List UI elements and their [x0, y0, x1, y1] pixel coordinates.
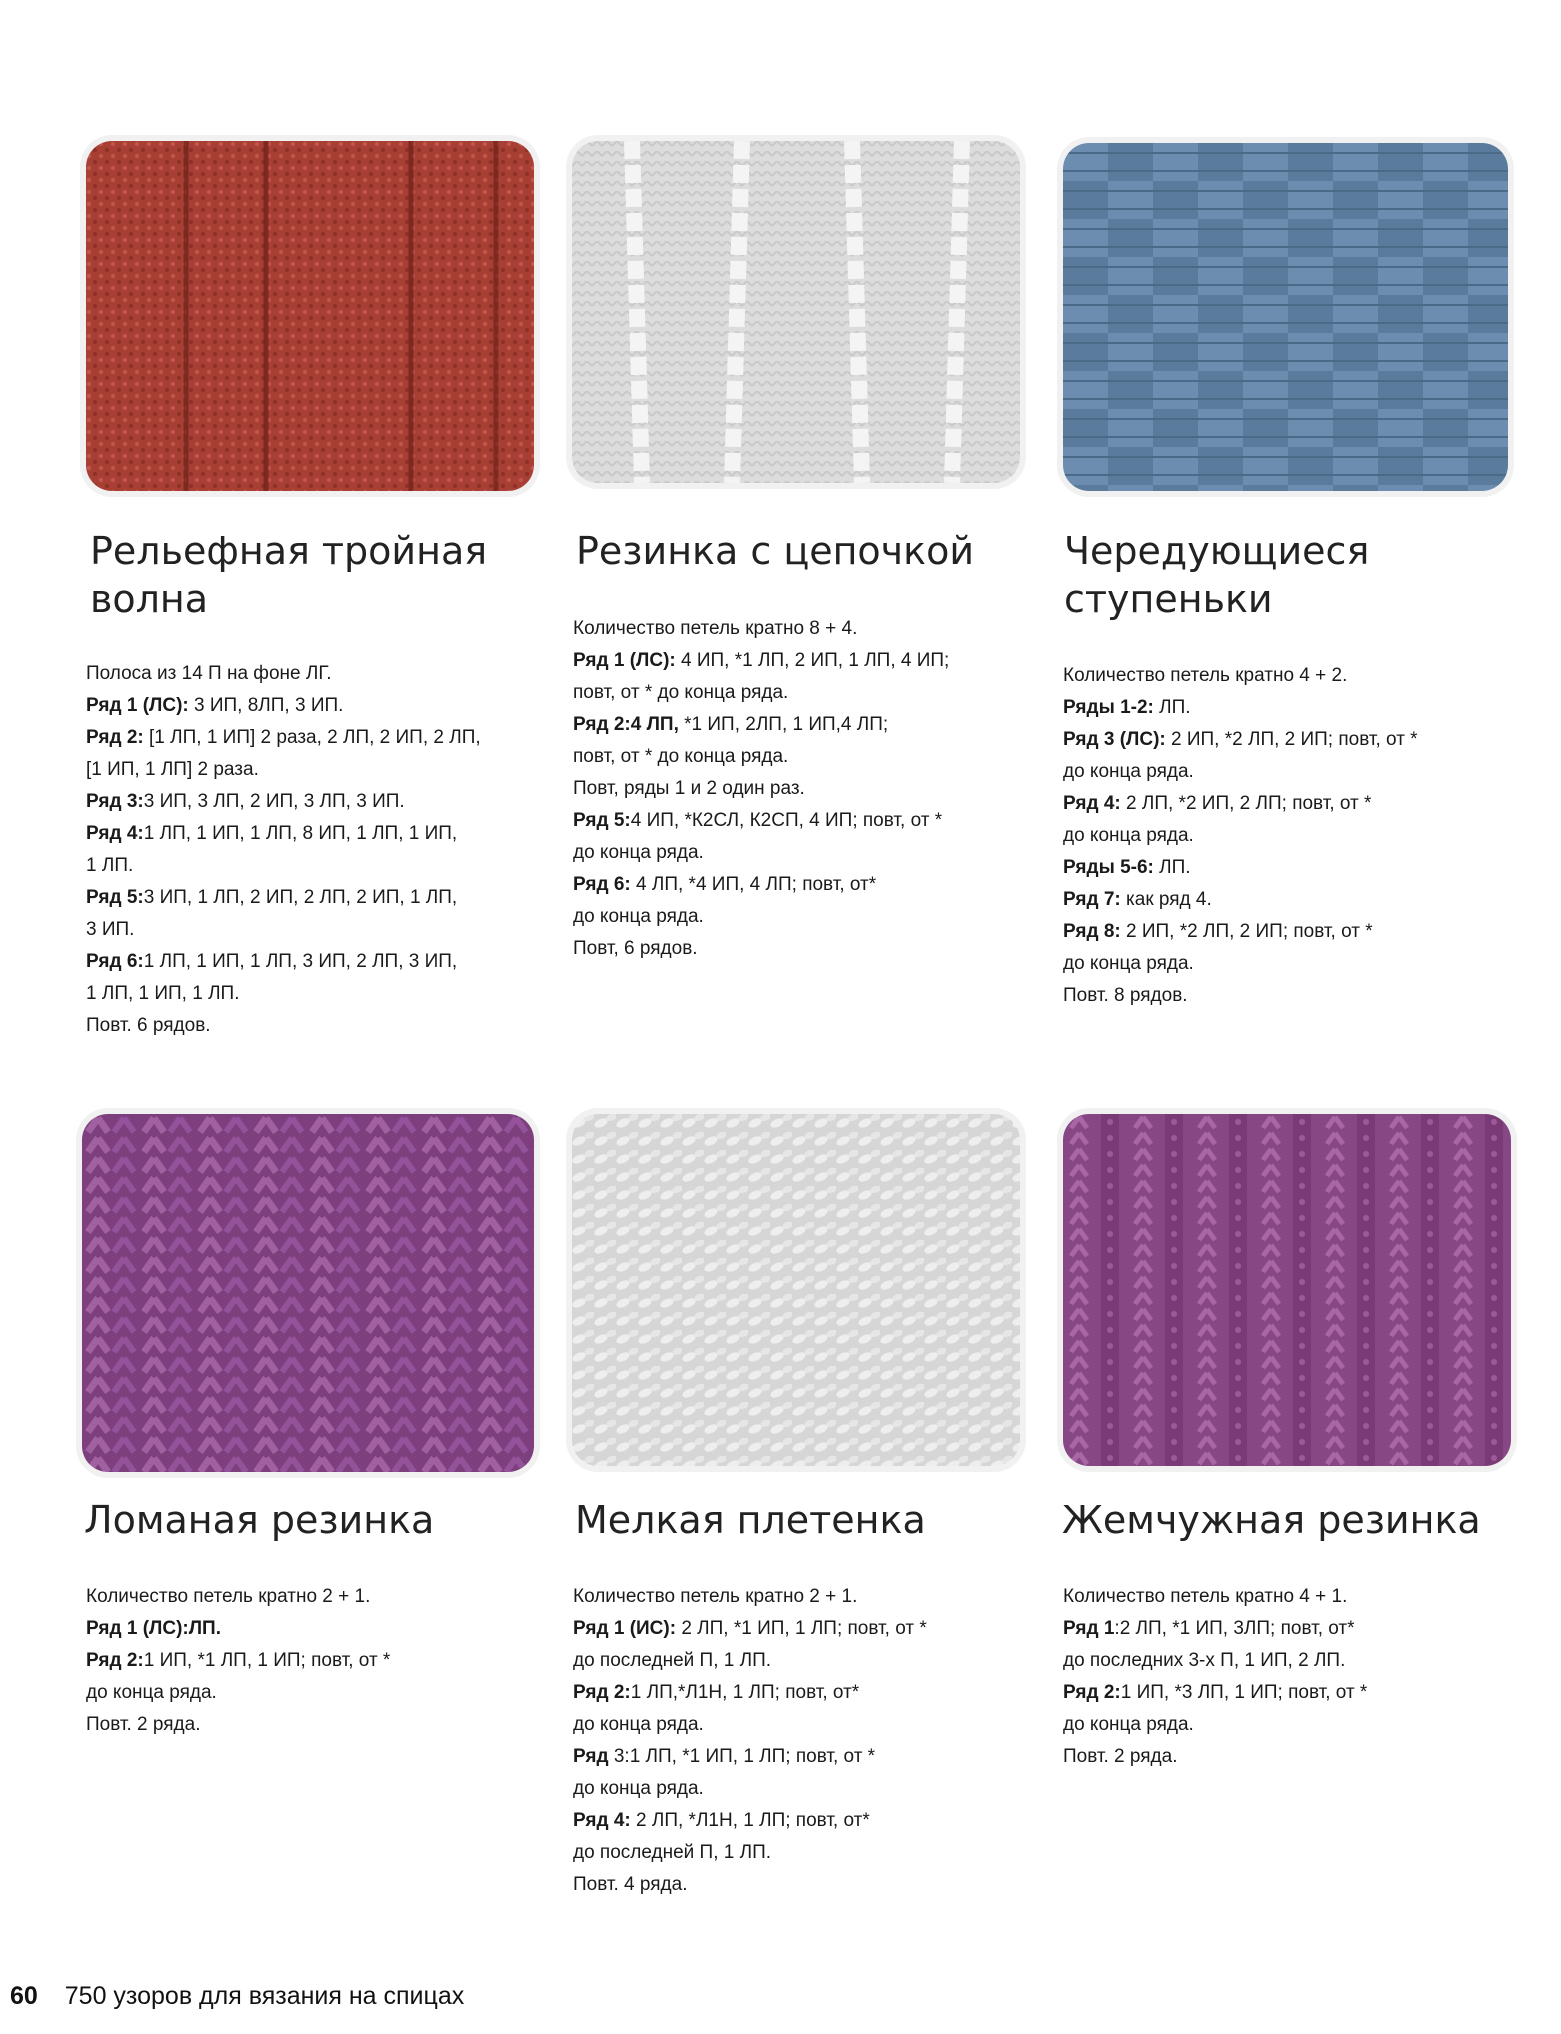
instruction-line: повт, от * до конца ряда. [573, 682, 789, 703]
instruction-line: Ряд 5:3 ИП, 1 ЛП, 2 ИП, 2 ЛП, 2 ИП, 1 ЛП, [86, 887, 458, 908]
swatch-photo [82, 1114, 534, 1472]
swatch-texture [86, 141, 534, 491]
instruction-line: 1 ЛП. [86, 855, 134, 876]
instruction-line: до последних 3-х П, 1 ИП, 2 ЛП. [1063, 1650, 1346, 1671]
instruction-line: Ряд 2:1 ЛП,*Л1Н, 1 ЛП; повт, от* [573, 1682, 860, 1703]
instruction-line: Ряд 3:3 ИП, 3 ЛП, 2 ИП, 3 ЛП, 3 ИП. [86, 791, 405, 812]
instruction-line: Повт. 4 ряда. [573, 1874, 688, 1895]
swatch-photo [1063, 143, 1508, 491]
instruction-line: Ряд 2: [1 ЛП, 1 ИП] 2 раза, 2 ЛП, 2 ИП, 2 ЛП, [86, 727, 481, 748]
instruction-line: до конца ряда. [1063, 953, 1194, 974]
instruction-line: Ряд 6:1 ЛП, 1 ИП, 1 ЛП, 3 ИП, 2 ЛП, 3 ИП, [86, 951, 458, 972]
instruction-line: Ряд 1 (ЛС): 3 ИП, 8ЛП, 3 ИП. [86, 695, 344, 716]
instruction-line: до конца ряда. [86, 1682, 217, 1703]
instruction-line: Ряд 1 (ЛС):ЛП. [86, 1618, 221, 1639]
instruction-line: Ряд 1 (ИС): 2 ЛП, *1 ИП, 1 ЛП; повт, от * [573, 1618, 927, 1639]
instruction-line: Повт. 2 ряда. [86, 1714, 201, 1735]
instruction-line: Количество петель кратно 8 + 4. [573, 618, 858, 639]
swatch-texture [1063, 143, 1508, 491]
instruction-line: Повт. 8 рядов. [1063, 985, 1188, 1006]
pattern-title [1062, 1496, 1481, 1544]
instruction-line: Повт. 2 ряда. [1063, 1746, 1178, 1767]
instruction-line: Ряд 3:1 ЛП, *1 ИП, 1 ЛП; повт, от * [573, 1746, 876, 1767]
instruction-line: Повт. 6 рядов. [86, 1015, 211, 1036]
swatch-texture [572, 1114, 1020, 1466]
pattern-instructions [86, 658, 546, 1042]
instruction-line: Ряд 3 (ЛС): 2 ИП, *2 ЛП, 2 ИП; повт, от * [1063, 729, 1418, 750]
instruction-line: до конца ряда. [1063, 825, 1194, 846]
instruction-line: Количество петель кратно 2 + 1. [86, 1586, 371, 1607]
pattern-title [1064, 527, 1369, 623]
swatch-photo [86, 141, 534, 491]
swatch-photo [572, 1114, 1020, 1466]
instruction-line: Ряд 1 (ЛС): 4 ИП, *1 ЛП, 2 ИП, 1 ЛП, 4 ИП; [573, 650, 950, 671]
instruction-line: до конца ряда. [1063, 1714, 1194, 1735]
pattern-instructions [86, 1581, 546, 1741]
pattern-instructions [1063, 1581, 1523, 1773]
instruction-line: Ряд 4: 2 ЛП, *Л1Н, 1 ЛП; повт, от* [573, 1810, 870, 1831]
instruction-line: Количество петель кратно 4 + 1. [1063, 1586, 1348, 1607]
instruction-line: Ряд 4:1 ЛП, 1 ИП, 1 ЛП, 8 ИП, 1 ЛП, 1 ИП, [86, 823, 458, 844]
instruction-line: [1 ИП, 1 ЛП] 2 раза. [86, 759, 259, 780]
instruction-line: Ряд 6: 4 ЛП, *4 ИП, 4 ЛП; повт, от* [573, 874, 877, 895]
instruction-line: Ряд 8: 2 ИП, *2 ЛП, 2 ИП; повт, от * [1063, 921, 1373, 942]
instruction-line: Ряд 2:1 ИП, *1 ЛП, 1 ИП; повт, от * [86, 1650, 391, 1671]
pattern-title [576, 527, 974, 575]
title-line: Жемчужная резинка [1062, 1498, 1481, 1542]
pattern-instructions [573, 1581, 1033, 1901]
pattern-instructions [1063, 660, 1523, 1012]
instruction-line: Ряд 5:4 ИП, *К2СЛ, К2СП, 4 ИП; повт, от * [573, 810, 943, 831]
instruction-line: Повт, ряды 1 и 2 один раз. [573, 778, 805, 799]
title-line: волна [90, 577, 209, 621]
instruction-line: 1 ЛП, 1 ИП, 1 ЛП. [86, 983, 240, 1004]
instruction-line: Ряд 2:4 ЛП, *1 ИП, 2ЛП, 1 ИП,4 ЛП; [573, 714, 889, 735]
instruction-line: до конца ряда. [573, 1778, 704, 1799]
instruction-line: Ряды 5-6: ЛП. [1063, 857, 1191, 878]
pattern-instructions [573, 613, 1033, 965]
instruction-line: до конца ряда. [1063, 761, 1194, 782]
swatch-texture [572, 141, 1020, 483]
instruction-line: повт, от * до конца ряда. [573, 746, 789, 767]
title-line: Рельефная тройная [90, 529, 488, 573]
instruction-line: до конца ряда. [573, 842, 704, 863]
pattern-title [90, 527, 487, 623]
pattern-title [84, 1496, 434, 1544]
book-title: 750 узоров для вязания на спицах [64, 1982, 465, 2010]
instruction-line: до последней П, 1 ЛП. [573, 1650, 772, 1671]
title-line: Резинка с цепочкой [576, 529, 975, 573]
instruction-line: Повт, 6 рядов. [573, 938, 698, 959]
instruction-line: Ряд 2:1 ИП, *3 ЛП, 1 ИП; повт, от * [1063, 1682, 1368, 1703]
title-line: Ломаная резинка [84, 1498, 435, 1542]
swatch-texture [1063, 1114, 1511, 1466]
title-line: Чередующиеся [1064, 529, 1370, 573]
instruction-line: Ряды 1-2: ЛП. [1063, 697, 1191, 718]
instruction-line: до конца ряда. [573, 906, 704, 927]
instruction-line: Ряд 7: как ряд 4. [1063, 889, 1212, 910]
page-number: 60 [10, 1982, 38, 2010]
swatch-photo [572, 141, 1020, 483]
instruction-line: до конца ряда. [573, 1714, 704, 1735]
instruction-line: Ряд 4: 2 ЛП, *2 ИП, 2 ЛП; повт, от * [1063, 793, 1372, 814]
instruction-line: Количество петель кратно 4 + 2. [1063, 665, 1348, 686]
instruction-line: 3 ИП. [86, 919, 135, 940]
swatch-texture [82, 1114, 534, 1472]
title-line: Мелкая плетенка [575, 1498, 926, 1542]
instruction-line: Количество петель кратно 2 + 1. [573, 1586, 858, 1607]
instruction-line: Полоса из 14 П на фоне ЛГ. [86, 663, 332, 684]
swatch-photo [1063, 1114, 1511, 1466]
page-footer [10, 1982, 464, 2011]
pattern-title [575, 1496, 926, 1544]
instruction-line: Ряд 1:2 ЛП, *1 ИП, 3ЛП; повт, от* [1063, 1618, 1355, 1639]
instruction-line: до последней П, 1 ЛП. [573, 1842, 772, 1863]
title-line: ступеньки [1064, 577, 1273, 621]
